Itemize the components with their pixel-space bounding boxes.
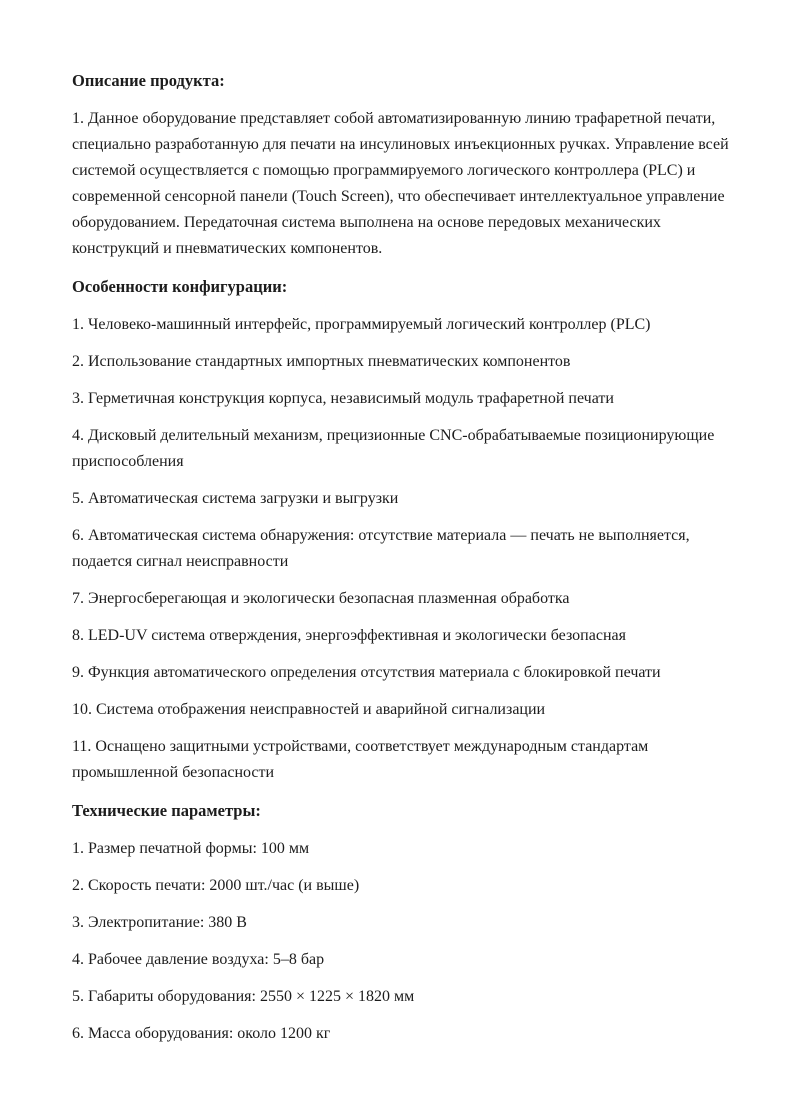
section-heading-technical-parameters: Технические параметры: — [72, 801, 261, 820]
parameter-item-1: 1. Размер печатной формы: 100 мм — [72, 840, 310, 857]
feature-item-1: 1. Человеко-машинный интерфейс, программируемый логический контроллер (PLC) — [72, 316, 651, 333]
feature-item-3: 3. Герметичная конструкция корпуса, независимый модуль трафаретной печати — [72, 390, 614, 407]
parameter-item-5: 5. Габариты оборудования: 2550 × 1225 × 1820 мм — [72, 988, 415, 1005]
feature-item-2: 2. Использование стандартных импортных пневматических компонентов — [72, 353, 571, 370]
feature-item-7: 7. Энергосберегающая и экологически безопасная плазменная обработка — [72, 590, 570, 607]
feature-item-10: 10. Система отображения неисправностей и аварийной сигнализации — [72, 701, 546, 718]
section-heading-configuration-features: Особенности конфигурации: — [72, 277, 288, 296]
feature-item-11: 11. Оснащено защитными устройствами, соответствует международным стандартам промышленной безопасности — [72, 738, 649, 781]
parameter-item-6: 6. Масса оборудования: около 1200 кг — [72, 1025, 331, 1042]
paragraph-product-description: 1. Данное оборудование представляет собой автоматизированную линию трафаретной печати, специально разработанную для печати на инсулиновых инъекционных ручках. Управление всей системой осуществляется с помощью программируемого логического контроллера (PLC) и современной сенсорной панели (Touch Screen), что обеспечивает интеллектуальное управление оборудованием. Передаточная система выполнена на основе передовых механических конструкций и пневматических компонентов. — [72, 110, 729, 257]
feature-item-4: 4. Дисковый делительный механизм, прецизионные CNC-обрабатываемые позиционирующие приспособления — [72, 427, 715, 470]
parameter-item-4: 4. Рабочее давление воздуха: 5–8 бар — [72, 951, 325, 968]
parameter-item-2: 2. Скорость печати: 2000 шт./час (и выше) — [72, 877, 360, 894]
feature-item-5: 5. Автоматическая система загрузки и выгрузки — [72, 490, 399, 507]
feature-item-6: 6. Автоматическая система обнаружения: отсутствие материала — печать не выполняется, подается сигнал неисправности — [72, 527, 690, 570]
section-heading-product-description: Описание продукта: — [72, 71, 225, 90]
feature-item-8: 8. LED-UV система отверждения, энергоэффективная и экологически безопасная — [72, 627, 626, 644]
feature-item-9: 9. Функция автоматического определения отсутствия материала с блокировкой печати — [72, 664, 661, 681]
parameter-item-3: 3. Электропитание: 380 В — [72, 914, 247, 931]
